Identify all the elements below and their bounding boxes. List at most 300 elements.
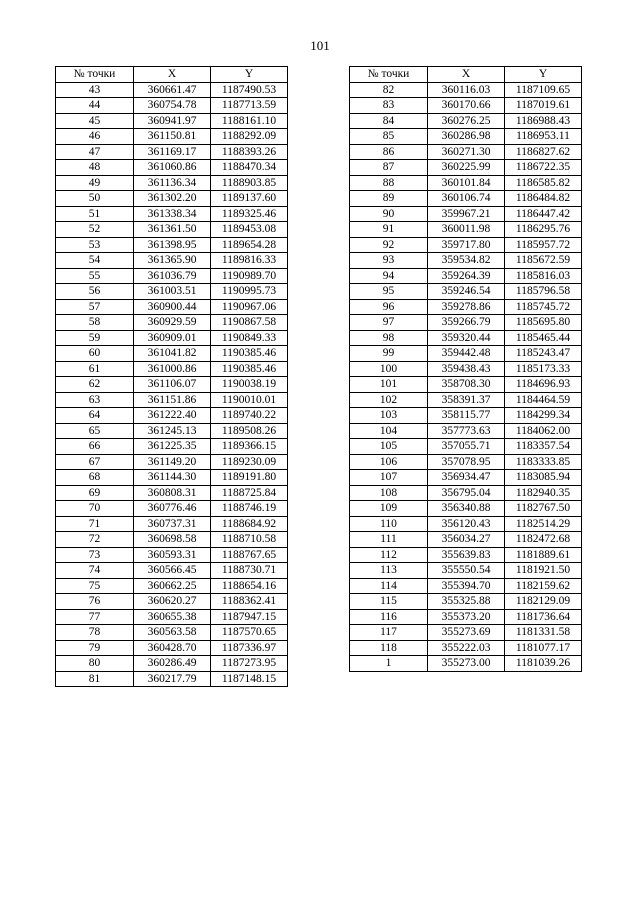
cell-x: 361144.30 (134, 470, 211, 486)
cell-point-number: 79 (56, 640, 134, 656)
table-row (56, 501, 288, 517)
cell-y: 1186722.35 (505, 160, 582, 176)
cell-y: 1190867.58 (211, 315, 288, 331)
cell-point-number: 117 (350, 625, 428, 641)
table-row (56, 129, 288, 145)
cell-y: 1182129.09 (505, 594, 582, 610)
cell-x: 355550.54 (428, 563, 505, 579)
cell-y: 1181921.50 (505, 563, 582, 579)
cell-x: 361106.07 (134, 377, 211, 393)
cell-y: 1182472.68 (505, 532, 582, 548)
cell-y: 1184299.34 (505, 408, 582, 424)
cell-y: 1189325.46 (211, 206, 288, 222)
table-row (56, 175, 288, 191)
table-row (350, 656, 582, 672)
cell-x: 361149.20 (134, 454, 211, 470)
cell-point-number: 102 (350, 392, 428, 408)
table-row (56, 578, 288, 594)
cell-point-number: 80 (56, 656, 134, 672)
table-row (350, 439, 582, 455)
cell-x: 355373.20 (428, 609, 505, 625)
cell-point-number: 73 (56, 547, 134, 563)
table-row (350, 454, 582, 470)
cell-y: 1189137.60 (211, 191, 288, 207)
table-row (350, 299, 582, 315)
table-row (56, 160, 288, 176)
table-row (56, 144, 288, 160)
table-row (56, 284, 288, 300)
cell-y: 1182940.35 (505, 485, 582, 501)
table-row (56, 253, 288, 269)
cell-y: 1182514.29 (505, 516, 582, 532)
cell-point-number: 111 (350, 532, 428, 548)
cell-y: 1188730.71 (211, 563, 288, 579)
cell-point-number: 69 (56, 485, 134, 501)
cell-y: 1186988.43 (505, 113, 582, 129)
coordinates-table-left (55, 66, 288, 687)
cell-point-number: 48 (56, 160, 134, 176)
cell-x: 360271.30 (428, 144, 505, 160)
cell-x: 360900.44 (134, 299, 211, 315)
cell-y: 1187570.65 (211, 625, 288, 641)
table-row (56, 408, 288, 424)
cell-x: 361000.86 (134, 361, 211, 377)
cell-x: 361398.95 (134, 237, 211, 253)
cell-x: 360698.58 (134, 532, 211, 548)
cell-y: 1189816.33 (211, 253, 288, 269)
cell-x: 360116.03 (428, 82, 505, 98)
table-row (350, 222, 582, 238)
cell-x: 358708.30 (428, 377, 505, 393)
table-row (56, 454, 288, 470)
table-row (56, 532, 288, 548)
cell-point-number: 103 (350, 408, 428, 424)
table-row (56, 222, 288, 238)
cell-point-number: 118 (350, 640, 428, 656)
cell-point-number: 98 (350, 330, 428, 346)
cell-point-number: 107 (350, 470, 428, 486)
cell-x: 361225.35 (134, 439, 211, 455)
cell-x: 356340.88 (428, 501, 505, 517)
cell-point-number: 91 (350, 222, 428, 238)
cell-x: 361302.20 (134, 191, 211, 207)
cell-y: 1187947.15 (211, 609, 288, 625)
cell-x: 361245.13 (134, 423, 211, 439)
table-row (350, 532, 582, 548)
cell-point-number: 49 (56, 175, 134, 191)
cell-x: 360286.98 (428, 129, 505, 145)
cell-point-number: 1 (350, 656, 428, 672)
cell-x: 360225.99 (428, 160, 505, 176)
table-row (350, 501, 582, 517)
table-row (350, 253, 582, 269)
cell-y: 1181736.64 (505, 609, 582, 625)
cell-point-number: 52 (56, 222, 134, 238)
table-row (56, 439, 288, 455)
cell-y: 1189366.15 (211, 439, 288, 455)
cell-y: 1188470.34 (211, 160, 288, 176)
cell-point-number: 97 (350, 315, 428, 331)
cell-x: 356795.04 (428, 485, 505, 501)
cell-x: 360620.27 (134, 594, 211, 610)
table-row (350, 191, 582, 207)
cell-point-number: 55 (56, 268, 134, 284)
cell-y: 1189508.26 (211, 423, 288, 439)
table-row (350, 470, 582, 486)
cell-y: 1181077.17 (505, 640, 582, 656)
cell-x: 355273.69 (428, 625, 505, 641)
cell-point-number: 96 (350, 299, 428, 315)
cell-y: 1188684.92 (211, 516, 288, 532)
cell-point-number: 70 (56, 501, 134, 517)
cell-x: 356034.27 (428, 532, 505, 548)
cell-x: 359246.54 (428, 284, 505, 300)
table-row (56, 594, 288, 610)
table-row (350, 578, 582, 594)
cell-x: 356120.43 (428, 516, 505, 532)
table-row (350, 563, 582, 579)
table-row (350, 113, 582, 129)
cell-point-number: 75 (56, 578, 134, 594)
header-x: X (134, 67, 211, 83)
cell-x: 359320.44 (428, 330, 505, 346)
cell-point-number: 86 (350, 144, 428, 160)
cell-y: 1185796.58 (505, 284, 582, 300)
cell-y: 1185465.44 (505, 330, 582, 346)
cell-point-number: 100 (350, 361, 428, 377)
cell-x: 358391.37 (428, 392, 505, 408)
table-row (56, 547, 288, 563)
cell-x: 359266.79 (428, 315, 505, 331)
cell-y: 1187713.59 (211, 98, 288, 114)
cell-point-number: 83 (350, 98, 428, 114)
cell-x: 357078.95 (428, 454, 505, 470)
table-row (350, 160, 582, 176)
table-row (56, 516, 288, 532)
cell-point-number: 93 (350, 253, 428, 269)
cell-x: 360737.31 (134, 516, 211, 532)
cell-point-number: 101 (350, 377, 428, 393)
cell-x: 359438.43 (428, 361, 505, 377)
cell-point-number: 108 (350, 485, 428, 501)
cell-point-number: 78 (56, 625, 134, 641)
table-row (350, 547, 582, 563)
cell-x: 360929.59 (134, 315, 211, 331)
cell-y: 1185173.33 (505, 361, 582, 377)
cell-y: 1185672.59 (505, 253, 582, 269)
table-row (350, 330, 582, 346)
cell-point-number: 110 (350, 516, 428, 532)
table-row (56, 625, 288, 641)
cell-x: 361003.51 (134, 284, 211, 300)
table-row (350, 284, 582, 300)
table-row (56, 392, 288, 408)
cell-point-number: 47 (56, 144, 134, 160)
cell-point-number: 92 (350, 237, 428, 253)
cell-y: 1189740.22 (211, 408, 288, 424)
table-row (56, 206, 288, 222)
cell-point-number: 44 (56, 98, 134, 114)
cell-x: 361036.79 (134, 268, 211, 284)
cell-point-number: 45 (56, 113, 134, 129)
cell-x: 358115.77 (428, 408, 505, 424)
page-number: 101 (310, 38, 330, 53)
cell-x: 360909.01 (134, 330, 211, 346)
cell-y: 1185745.72 (505, 299, 582, 315)
cell-y: 1190995.73 (211, 284, 288, 300)
table-row (56, 640, 288, 656)
cell-y: 1186295.76 (505, 222, 582, 238)
cell-y: 1183357.54 (505, 439, 582, 455)
cell-x: 361151.86 (134, 392, 211, 408)
cell-x: 360808.31 (134, 485, 211, 501)
cell-point-number: 53 (56, 237, 134, 253)
cell-x: 361365.90 (134, 253, 211, 269)
cell-y: 1185957.72 (505, 237, 582, 253)
cell-x: 359717.80 (428, 237, 505, 253)
table-row (350, 377, 582, 393)
cell-y: 1186447.42 (505, 206, 582, 222)
cell-y: 1189453.08 (211, 222, 288, 238)
cell-point-number: 54 (56, 253, 134, 269)
cell-point-number: 59 (56, 330, 134, 346)
table-row (56, 377, 288, 393)
cell-point-number: 116 (350, 609, 428, 625)
cell-point-number: 84 (350, 113, 428, 129)
table-row (56, 191, 288, 207)
cell-x: 356934.47 (428, 470, 505, 486)
table-row (56, 485, 288, 501)
table-row (56, 346, 288, 362)
cell-point-number: 65 (56, 423, 134, 439)
cell-y: 1190849.33 (211, 330, 288, 346)
cell-y: 1184696.93 (505, 377, 582, 393)
table-row (56, 563, 288, 579)
cell-point-number: 106 (350, 454, 428, 470)
table-row (350, 485, 582, 501)
cell-x: 355325.88 (428, 594, 505, 610)
cell-x: 361169.17 (134, 144, 211, 160)
cell-y: 1189191.80 (211, 470, 288, 486)
table-row (350, 609, 582, 625)
cell-y: 1182159.62 (505, 578, 582, 594)
cell-point-number: 58 (56, 315, 134, 331)
cell-y: 1186585.82 (505, 175, 582, 191)
cell-x: 359967.21 (428, 206, 505, 222)
cell-y: 1188292.09 (211, 129, 288, 145)
cell-y: 1184062.00 (505, 423, 582, 439)
cell-y: 1181331.58 (505, 625, 582, 641)
table-row (350, 129, 582, 145)
cell-point-number: 43 (56, 82, 134, 98)
cell-x: 360170.66 (428, 98, 505, 114)
cell-x: 357773.63 (428, 423, 505, 439)
cell-point-number: 88 (350, 175, 428, 191)
cell-y: 1190989.70 (211, 268, 288, 284)
cell-y: 1185816.03 (505, 268, 582, 284)
cell-y: 1190385.46 (211, 346, 288, 362)
table-row (350, 423, 582, 439)
table-row (56, 113, 288, 129)
cell-point-number: 82 (350, 82, 428, 98)
cell-x: 359278.86 (428, 299, 505, 315)
table-row (350, 268, 582, 284)
cell-y: 1181039.26 (505, 656, 582, 672)
table-row (56, 609, 288, 625)
cell-point-number: 51 (56, 206, 134, 222)
cell-point-number: 67 (56, 454, 134, 470)
table-row (56, 299, 288, 315)
table-row (350, 516, 582, 532)
cell-y: 1188161.10 (211, 113, 288, 129)
cell-point-number: 109 (350, 501, 428, 517)
cell-y: 1186953.11 (505, 129, 582, 145)
cell-y: 1190385.46 (211, 361, 288, 377)
table-header-row (350, 67, 582, 83)
table-row (350, 98, 582, 114)
table-row (56, 330, 288, 346)
cell-x: 360593.31 (134, 547, 211, 563)
cell-y: 1181889.61 (505, 547, 582, 563)
cell-point-number: 115 (350, 594, 428, 610)
cell-point-number: 64 (56, 408, 134, 424)
cell-y: 1185695.80 (505, 315, 582, 331)
table-row (350, 237, 582, 253)
cell-y: 1189654.28 (211, 237, 288, 253)
cell-x: 361041.82 (134, 346, 211, 362)
table-row (350, 315, 582, 331)
cell-x: 360011.98 (428, 222, 505, 238)
cell-y: 1182767.50 (505, 501, 582, 517)
table-row (350, 408, 582, 424)
cell-x: 361150.81 (134, 129, 211, 145)
cell-x: 355273.00 (428, 656, 505, 672)
cell-x: 359534.82 (428, 253, 505, 269)
cell-x: 359264.39 (428, 268, 505, 284)
cell-y: 1190038.19 (211, 377, 288, 393)
cell-point-number: 105 (350, 439, 428, 455)
cell-point-number: 94 (350, 268, 428, 284)
cell-point-number: 46 (56, 129, 134, 145)
table-row (350, 346, 582, 362)
cell-y: 1187148.15 (211, 671, 288, 687)
table-row (350, 625, 582, 641)
header-x: X (428, 67, 505, 83)
cell-x: 361361.50 (134, 222, 211, 238)
table-row (350, 175, 582, 191)
header-point-number: № точки (350, 67, 428, 83)
cell-point-number: 112 (350, 547, 428, 563)
cell-x: 360106.74 (428, 191, 505, 207)
table-row (56, 656, 288, 672)
cell-x: 360563.58 (134, 625, 211, 641)
cell-y: 1188654.16 (211, 578, 288, 594)
cell-x: 361338.34 (134, 206, 211, 222)
cell-y: 1186484.82 (505, 191, 582, 207)
table-row (350, 206, 582, 222)
cell-x: 361222.40 (134, 408, 211, 424)
cell-y: 1188710.58 (211, 532, 288, 548)
cell-y: 1188393.26 (211, 144, 288, 160)
cell-y: 1187273.95 (211, 656, 288, 672)
header-y: Y (505, 67, 582, 83)
cell-point-number: 62 (56, 377, 134, 393)
cell-y: 1184464.59 (505, 392, 582, 408)
cell-x: 361136.34 (134, 175, 211, 191)
cell-y: 1187336.97 (211, 640, 288, 656)
cell-x: 360276.25 (428, 113, 505, 129)
table-row (350, 82, 582, 98)
cell-y: 1183333.85 (505, 454, 582, 470)
cell-x: 360662.25 (134, 578, 211, 594)
cell-point-number: 81 (56, 671, 134, 687)
cell-point-number: 76 (56, 594, 134, 610)
table-row (56, 237, 288, 253)
cell-x: 360655.38 (134, 609, 211, 625)
cell-point-number: 63 (56, 392, 134, 408)
cell-y: 1188725.84 (211, 485, 288, 501)
table-row (56, 423, 288, 439)
cell-x: 360566.45 (134, 563, 211, 579)
cell-point-number: 61 (56, 361, 134, 377)
table-row (56, 671, 288, 687)
cell-point-number: 50 (56, 191, 134, 207)
cell-x: 360754.78 (134, 98, 211, 114)
cell-y: 1188746.19 (211, 501, 288, 517)
table-row (350, 144, 582, 160)
table-row (56, 315, 288, 331)
cell-point-number: 113 (350, 563, 428, 579)
cell-point-number: 104 (350, 423, 428, 439)
coordinates-table-right (349, 66, 582, 672)
cell-y: 1188362.41 (211, 594, 288, 610)
cell-y: 1187109.65 (505, 82, 582, 98)
cell-x: 360101.84 (428, 175, 505, 191)
cell-point-number: 71 (56, 516, 134, 532)
cell-y: 1187019.61 (505, 98, 582, 114)
cell-point-number: 77 (56, 609, 134, 625)
cell-y: 1185243.47 (505, 346, 582, 362)
cell-x: 360661.47 (134, 82, 211, 98)
table-row (56, 268, 288, 284)
cell-point-number: 72 (56, 532, 134, 548)
cell-y: 1190010.01 (211, 392, 288, 408)
cell-x: 360941.97 (134, 113, 211, 129)
cell-y: 1187490.53 (211, 82, 288, 98)
table-row (56, 470, 288, 486)
table-row (56, 98, 288, 114)
cell-point-number: 56 (56, 284, 134, 300)
table-row (350, 594, 582, 610)
cell-x: 360217.79 (134, 671, 211, 687)
cell-x: 361060.86 (134, 160, 211, 176)
cell-y: 1188767.65 (211, 547, 288, 563)
cell-point-number: 85 (350, 129, 428, 145)
cell-point-number: 114 (350, 578, 428, 594)
cell-point-number: 95 (350, 284, 428, 300)
table-row (350, 392, 582, 408)
cell-y: 1188903.85 (211, 175, 288, 191)
header-point-number: № точки (56, 67, 134, 83)
cell-x: 360286.49 (134, 656, 211, 672)
table-row (350, 640, 582, 656)
cell-y: 1186827.62 (505, 144, 582, 160)
cell-x: 360776.46 (134, 501, 211, 517)
table-header-row (56, 67, 288, 83)
cell-x: 359442.48 (428, 346, 505, 362)
cell-x: 357055.71 (428, 439, 505, 455)
table-row (350, 361, 582, 377)
